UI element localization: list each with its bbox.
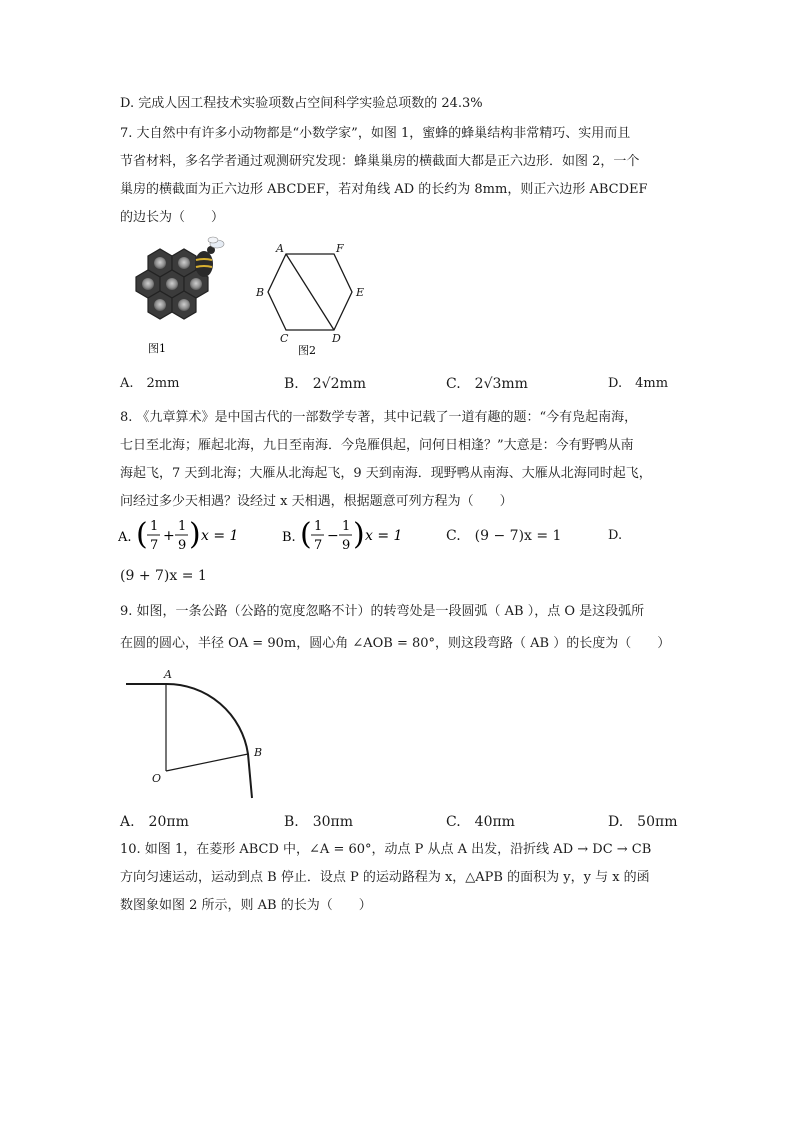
q8-option-a-prefix: A. xyxy=(118,530,132,545)
q7-line-4: 的边长为（ ） xyxy=(120,210,225,225)
label-b: B xyxy=(254,746,263,759)
q7-figure-1-honeycomb xyxy=(118,236,228,356)
label-d: D xyxy=(332,332,341,345)
q9-option-c[interactable]: C. 40πm xyxy=(446,814,515,830)
q7-line-2: 节省材料，多名学者通过观测研究发现：蜂巢巢房的横截面大都是正六边形．如图 2，一个 xyxy=(120,154,640,169)
q7-option-b[interactable]: B. 2√2mm xyxy=(284,376,367,392)
fraction-denominator: 9 xyxy=(342,538,351,553)
q10-line-3: 数图象如图 2 所示，则 AB 的长为（ ） xyxy=(120,898,372,913)
q9-option-b[interactable]: B. 30πm xyxy=(284,814,354,830)
label-a: A xyxy=(276,242,284,255)
q8-option-d-expression[interactable]: (9 + 7)x = 1 xyxy=(120,568,207,584)
q8-line-2: 七日至北海；雁起北海，九日至南海．今凫雁俱起，问何日相逢？”大意是：今有野鸭从南 xyxy=(120,438,634,453)
road-path xyxy=(126,684,252,798)
q9-option-d[interactable]: D. 50πm xyxy=(608,814,678,830)
fraction-numerator: 1 xyxy=(314,519,323,534)
q9-line-1: 9. 如图，一条公路（公路的宽度忽略不计）的转弯处是一段圆弧（ AB ），点 O 是这段弧所 xyxy=(120,604,645,619)
fraction-denominator: 7 xyxy=(150,538,159,553)
q8-line-4: 问经过多少天相遇？设经过 x 天相遇，根据题意可列方程为（ ） xyxy=(120,494,513,509)
fraction-numerator: 1 xyxy=(150,519,159,534)
bee-icon xyxy=(195,237,224,277)
label-e: E xyxy=(356,286,365,299)
q8-option-a[interactable] xyxy=(118,514,248,558)
q7-line-3: 巢房的横截面为正六边形 ABCDEF，若对角线 AD 的长约为 8mm，则正六边形 ABCDEF xyxy=(120,182,648,197)
q7-option-d[interactable]: D. 4mm xyxy=(608,376,669,391)
fraction-denominator: 9 xyxy=(178,538,187,553)
q7-figure-2-hexagon xyxy=(250,238,370,358)
q9-figure-road-arc xyxy=(118,664,278,804)
q7-figure-1-caption: 图1 xyxy=(148,342,166,355)
operator: + xyxy=(163,528,175,544)
paren-right: ) xyxy=(189,517,201,552)
diagonal-ad xyxy=(286,254,334,330)
q10-line-2: 方向匀速运动，运动到点 B 停止．设点 P 的运动路程为 x，△APB 的面积为 y，y 与 x 的函 xyxy=(120,870,650,885)
fraction-numerator: 1 xyxy=(342,519,351,534)
q7-option-a[interactable]: A. 2mm xyxy=(120,376,180,391)
q7-option-c[interactable]: C. 2√3mm xyxy=(446,376,528,392)
label-b: B xyxy=(256,286,265,299)
label-o: O xyxy=(152,772,162,785)
q7-figure-2-caption: 图2 xyxy=(298,344,316,357)
q8-option-b[interactable] xyxy=(282,514,412,558)
paren-right: ) xyxy=(353,517,365,552)
q8-option-d-label[interactable]: D. xyxy=(608,528,623,543)
paren-left: ( xyxy=(136,517,148,552)
label-a: A xyxy=(164,668,172,681)
q8-option-b-prefix: B. xyxy=(282,530,296,545)
q9-option-a[interactable]: A. 20πm xyxy=(120,814,189,830)
label-c: C xyxy=(280,332,289,345)
equation-tail: x = 1 xyxy=(365,528,403,544)
radius-ob xyxy=(166,754,248,771)
fraction-numerator: 1 xyxy=(178,519,187,534)
operator: − xyxy=(327,528,339,544)
q6-option-d: D. 完成人因工程技术实验项数占空间科学实验总项数的 24.3% xyxy=(120,96,483,111)
paren-left: ( xyxy=(300,517,312,552)
label-f: F xyxy=(336,242,344,255)
q8-option-c[interactable]: C. (9 − 7)x = 1 xyxy=(446,528,562,544)
q10-line-1: 10. 如图 1，在菱形 ABCD 中，∠A = 60°，动点 P 从点 A 出发，沿折线 AD → DC → CB xyxy=(120,842,652,857)
q8-line-1: 8. 《九章算术》是中国古代的一部数学专著，其中记载了一道有趣的题：“今有凫起南海， xyxy=(120,410,638,425)
q8-line-3: 海起飞，7 天到北海；大雁从北海起飞，9 天到南海．现野鸭从南海、大雁从北海同时起飞， xyxy=(120,466,652,481)
fraction-denominator: 7 xyxy=(314,538,323,553)
q7-line-1: 7. 大自然中有许多小动物都是“小数学家”，如图 1，蜜蜂的蜂巢结构非常精巧、实用而且 xyxy=(120,126,631,141)
equation-tail: x = 1 xyxy=(201,528,239,544)
q9-line-2: 在圆的圆心，半径 OA = 90m，圆心角 ∠AOB = 80°，则这段弯路（ AB ）的长度为（ ） xyxy=(120,636,671,651)
